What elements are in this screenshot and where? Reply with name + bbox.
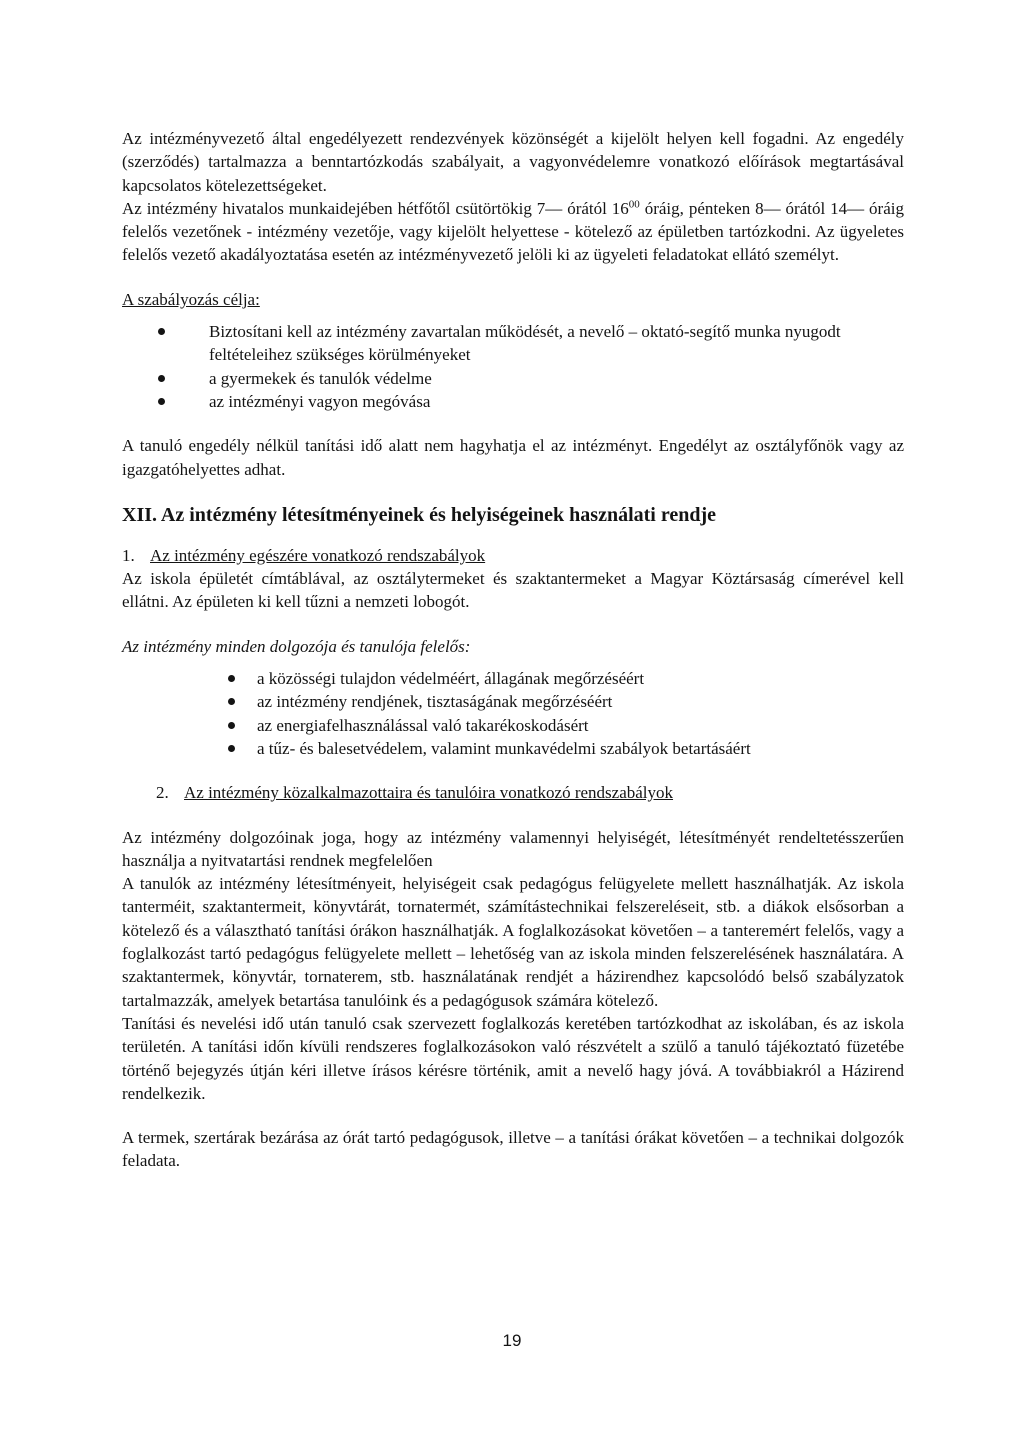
goal-list	[122, 320, 904, 413]
responsibility-list	[122, 667, 904, 760]
responsibility-heading: Az intézmény minden dolgozója és tanulója felelős:	[122, 636, 471, 656]
chapter-title: XII. Az intézmény létesítményeinek és helyiségeinek használati rendje	[122, 503, 717, 526]
bullet-icon	[158, 375, 165, 382]
list-item: az intézményi vagyon megóvása	[122, 390, 904, 413]
section-2-paragraph-1: Az intézmény dolgozóinak joga, hogy az intézmény valamennyi helyiségét, létesítményét rendeltetésszerűen használja a nyitvatartási rendnek megfelelően	[122, 827, 904, 870]
section-2-paragraph-3: Tanítási és nevelési idő után tanuló csak szervezett foglalkozás keretében tartózkodhat az iskolában, és az iskola területén. A tanítási időn kívüli rendszeres foglalkozásokon való részvételt a szülő a tanuló tájékoztató füzetébe történő bejegyzés útján kéri illetve írásos kérésre történik, amit a nevelő hagy jóvá. A továbbiakról a Házirend rendelkezik.	[122, 1013, 904, 1103]
leave-rule-paragraph: A tanuló engedély nélkül tanítási idő alatt nem hagyhatja el az intézményt. Engedélyt az osztályfőnök vagy az igazgatóhelyettes adhat.	[122, 436, 904, 479]
list-item: Biztosítani kell az intézmény zavartalan működését, a nevelő – oktató-segítő munka nyugodt feltételeihez szükséges körülményeket	[122, 320, 904, 367]
working-hours-text: Az intézmény hivatalos munkaidejében hétfőtől csütörtökig 7— órától 16	[122, 198, 629, 218]
section-2-heading	[122, 781, 904, 804]
list-item: a tűz- és balesetvédelem, valamint munkavédelmi szabályok betartásáért	[122, 737, 904, 760]
bullet-icon	[158, 398, 165, 405]
bullet-icon	[228, 722, 235, 729]
intro-paragraph-1: Az intézményvezető által engedélyezett rendezvények közönségét a kijelölt helyen kell fogadni. Az engedély (szerződés) tartalmazza a benntartózkodás szabályait, a vagyonvédelemre vonatkozó előírások megtartásával kapcsolatos kötelezettségeket.	[122, 129, 904, 195]
bullet-icon	[158, 328, 165, 335]
bullet-icon	[228, 675, 235, 682]
goal-heading: A szabályozás célja:	[122, 289, 260, 309]
list-item: a közösségi tulajdon védelméért, állagának megőrzéséért	[122, 667, 904, 690]
superscript-minutes: 00	[628, 198, 640, 211]
section-1-text: Az iskola épületét címtáblával, az osztálytermeket és szaktantermeket a Magyar Köztársaság címerével kell ellátni. Az épületen ki kell tűzni a nemzeti lobogót.	[122, 569, 904, 612]
list-item: az intézmény rendjének, tisztaságának megőrzéséért	[122, 690, 904, 713]
bullet-icon	[228, 698, 235, 705]
section-number: 2.	[156, 783, 169, 803]
section-2-paragraph-2: A tanulók az intézmény létesítményeit, helyiségeit csak pedagógus felügyelete mellett használhatják. Az iskola tanterméit, szaktantermeit, könyvtárát, tornatermét, számítástechnikai felszereléseit, stb. a diákok elsősorban a kötelező és a választható tanítási órákon használhatják. A foglalkozásokat követően – a tanteremért felelős, vagy a foglalkozást tartó pedagógus felügyelete mellett – lehetőség van az iskola minden felszerelésének használatára. A szaktantermek, könyvtár, tornaterem, stb. használatának rendjét a házirendhez kapcsolódó belső szabályzatok tartalmazzák, amelyek betartása tanulóink és a pedagógusok számára kötelező.	[122, 874, 904, 1010]
page-content	[122, 127, 904, 1173]
section-title: Az intézmény közalkalmazottaira és tanulóira vonatkozó rendszabályok	[184, 783, 674, 803]
section-number: 1.	[122, 545, 135, 565]
duty-manager-text: óráig, pénteken 8— órától 14— óráig felelős vezetőnek - intézmény vezetője, vagy kijelölt helyettese - kötelező az épületben tartózkodni. Az ügyeletes felelős vezető akadályoztatása esetén az intézményvezető jelöli ki az ügyeleti feladatokat ellátó személyt.	[122, 198, 904, 265]
bullet-icon	[228, 745, 235, 752]
list-item: az energiafelhasználással való takarékoskodásért	[122, 714, 904, 737]
intro-paragraph-2	[122, 197, 904, 267]
list-item: a gyermekek és tanulók védelme	[122, 367, 904, 390]
section-2-paragraph-4: A termek, szertárak bezárása az órát tartó pedagógusok, illetve – a tanítási órákat követően – a technikai dolgozók feladata.	[122, 1128, 904, 1171]
section-1-heading	[122, 544, 904, 567]
section-title: Az intézmény egészére vonatkozó rendszabályok	[150, 545, 486, 565]
page-number: 19	[502, 1331, 522, 1350]
